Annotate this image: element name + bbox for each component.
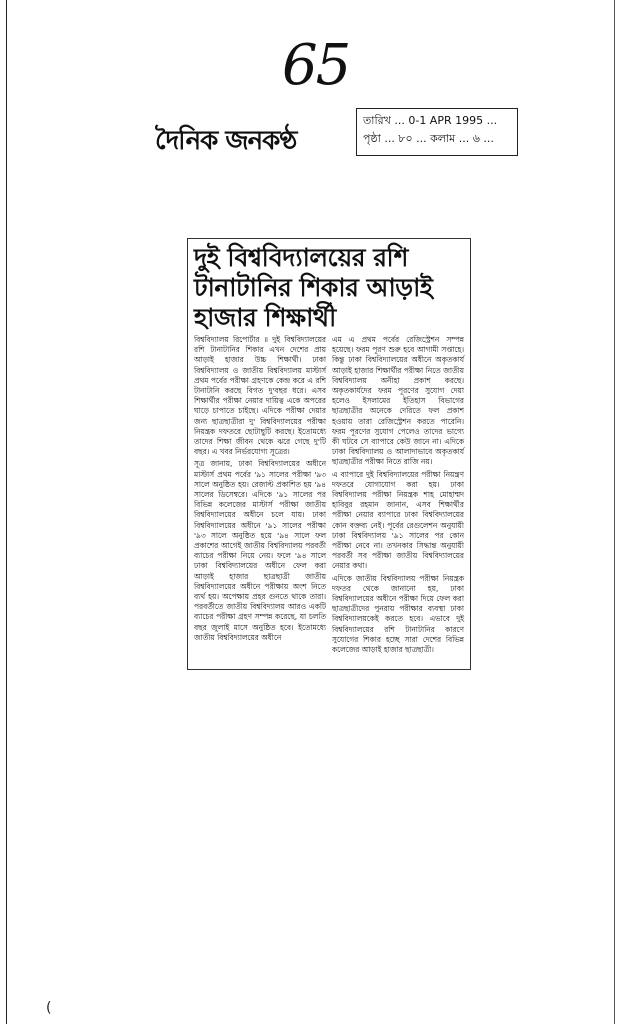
- paragraph: এ ব্যাপারে দুই বিশ্ববিদ্যালয়ের পরীক্ষা নিয়ন্ত্রণ দফতরে যোগাযোগ করা হয়। ঢাকা বিশ্ববিদ্যালয় পরীক্ষা নিয়ন্ত্রক শাহ মোহাম্মদ হাবিবুর রহমান জানান, এসব শিক্ষার্থীর পরীক্ষা নেয়ার ব্যাপারে ঢাকা বিশ্ববিদ্যালয়ের কোন বক্তব্য নেই। পূর্বের রেগুলেশন অনুযায়ী ঢাকা বিশ্ববিদ্যালয় '৯১ সালের পর কোন পরীক্ষা নেবে না। তখনকার সিদ্ধান্ত অনুযায়ী পরবর্তী সব পরীক্ষা জাতীয় বিশ্ববিদ্যালয়ের নেয়ার কথা।: [332, 469, 464, 571]
- article-column-right: [332, 335, 464, 657]
- scan-right-edge: [614, 0, 615, 1024]
- scan-artifact-mark: (: [46, 1000, 52, 1016]
- article-headline: দুই বিশ্ববিদ্যালয়ের রশি টানাটানির শিকার আড়াই হাজার শিক্ষার্থী: [194, 243, 433, 332]
- newspaper-masthead: দৈনিক জনকণ্ঠ: [155, 126, 297, 156]
- stamp-date-line: তারিখ ... 0-1 APR 1995 ...: [363, 114, 498, 127]
- paragraph: এদিকে জাতীয় বিশ্ববিদ্যালয় পরীক্ষা নিয়ন্ত্রক দফতর থেকে জানানো হয়, ঢাকা বিশ্ববিদ্যালয়ের অধীনে পরীক্ষা দিয়ে ফেল করা ছাত্রছাত্রীদের পুনরায় পরীক্ষার ব্যবস্থা ঢাকা বিশ্ববিদ্যালয়কেই করতে হবে। এভাবে দুই বিশ্ববিদ্যালয়ের রশি টানাটানির কারণে সুযোগের শিকার হচ্ছে সারা দেশের বিভিন্ন কলেজের আড়াই হাজার ছাত্রছাত্রী।: [332, 573, 464, 655]
- paragraph: সূত্র জানায়, ঢাকা বিশ্ববিদ্যালয়ের অধীনে মাস্টার্স প্রথম পর্বের '৯১ সালের পরীক্ষা '৯৩ সালে অনুষ্ঠিত হয়। রেজাল্ট প্রকাশিত হয় '৯৪ সালের ডিসেম্বরে। এদিকে '৯১ সালের পর বিভিন্ন কলেজের মাস্টার্স পরীক্ষা জাতীয় বিশ্ববিদ্যালয়ের অধীনে চলে যায়। ঢাকা বিশ্ববিদ্যালয়ের অধীনে '৯১ সালের পরীক্ষা '৯৩ সালে অনুষ্ঠিত হয়ে '৯৪ সালে ফল প্রকাশের আগেই জাতীয় বিশ্ববিদ্যালয় পরবর্তী ব্যাচের পরীক্ষা নিয়ে নেয়। ফলে '৯৪ সালে ঢাকা বিশ্ববিদ্যালয়ের অধীনে ফেল করা আড়াই হাজার ছাত্রছাত্রী জাতীয় বিশ্ববিদ্যালয়ের অধীনে পরীক্ষায় অংশ নিতে ব্যর্থ হয়। অপেক্ষায় প্রহর গুনতে থাকে তারা। পরবর্তীতে জাতীয় বিশ্ববিদ্যালয় আরও একটি ব্যাচের পরীক্ষা গ্রহণ সম্পন্ন করেছে, যা চলতি বছর জুলাই মাসে অনুষ্ঠিত হবে। ইতোমধ্যে জাতীয় বিশ্ববিদ্যালয়ের অধীনে: [194, 459, 326, 642]
- paragraph: এম এ প্রথম পর্বের রেজিস্ট্রেশন সম্পন্ন হয়েছে। ফরম পূরণ শুরু হবে আগামী সপ্তাহে। কিন্তু ঢাকা বিশ্ববিদ্যালয়ের অধীনে অকৃতকার্য আড়াই হাজার শিক্ষার্থীর পরীক্ষা নিতে জাতীয় বিশ্ববিদ্যালয় অনীহা প্রকাশ করছে। অকৃতকার্যদের ফরম পূরণের সুযোগ দেয়া হলেও ইসলামের ইতিহাস বিভাগের ছাত্রছাত্রীর অনেকে দেরিতে ফল প্রকাশ হওয়ায় তারা রেজিস্ট্রেশন করতে পারেনি। ফরম পূরণের সুযোগ পেলেও তাদের ভাগ্যে কী ঘটবে সে ব্যাপারে কেউ জানে না। এদিকে ঢাকা বিশ্ববিদ্যালয় ও আলাদাভাবে অকৃতকার্য ছাত্রছাত্রীর পরীক্ষা নিতে রাজি নয়।: [332, 335, 464, 467]
- paragraph: বিশ্ববিদ্যালয় রিপোর্টার ॥ দুই বিশ্ববিদ্যালয়ের রশি টানাটানির শিকার এখন দেশের প্রায় আড়াই হাজার উচ্চ শিক্ষার্থী। ঢাকা বিশ্ববিদ্যালয় ও জাতীয় বিশ্ববিদ্যালয় মাস্টার্স প্রথম পর্বের পরীক্ষা গ্রহণকে কেন্দ্র করে এ রশি টানাটানি করছে বিগত দু'বছর ধরে। এসব শিক্ষার্থীর পরীক্ষা নেয়ার দায়িত্ব একে অপরের ঘাড়ে চাপাতে চাইছে। এদিকে পরীক্ষা দেয়ার জন্য ছাত্রছাত্রীরা দু' বিশ্ববিদ্যালয়ের পরীক্ষা নিয়ন্ত্রক দফতরে ছোটাছুটি করছে। ইতোমধ্যে তাদের শিক্ষা জীবন থেকে ঝরে গেছে দু'টি বছর। এ খবর নির্ভরযোগ্য সূত্রের।: [194, 335, 326, 457]
- article-column-left: [194, 335, 326, 657]
- article-body: [188, 335, 470, 657]
- date-stamp: [356, 108, 518, 156]
- scan-left-edge: [6, 0, 7, 1024]
- stamp-page-line: পৃষ্ঠা ... ৮০ ... কলাম ... ৬ ...: [363, 132, 494, 145]
- news-clipping: [187, 238, 471, 670]
- handwritten-page-number: 65: [282, 33, 350, 98]
